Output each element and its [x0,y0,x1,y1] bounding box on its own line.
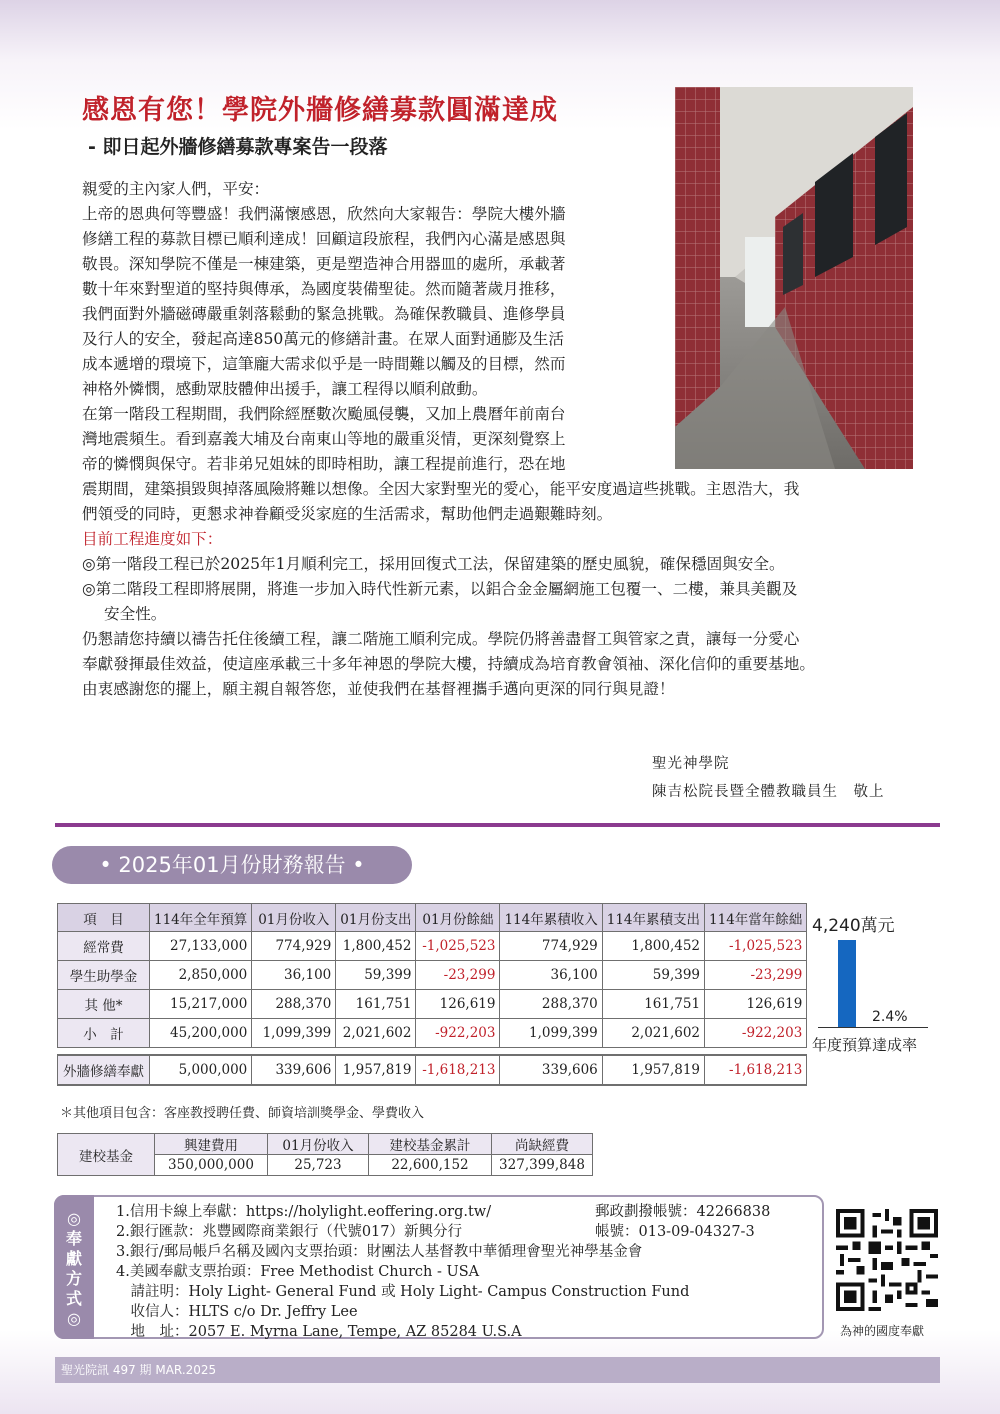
row-label: 學生助學金 [58,961,150,990]
header-cell: 01月份支出 [336,904,416,932]
report-title: • 2025年01月份財務報告 • [52,846,412,884]
table-cell: 59,399 [336,961,416,990]
closing-line: 仍懇請您持續以禱告托住後續工程，讓二階施工順利完成。學院仍將善盡督工與管家之責，讓每一分愛心 [82,630,800,648]
header-cell: 01月份收入 [252,904,336,932]
table-cell: 288,370 [252,990,336,1019]
body-line: 我們面對外牆磁磚嚴重剝落鬆動的緊急挑戰。為確保教職員、進修學員 [82,305,566,323]
signature-people: 陳吉松院長暨全體教職員生 敬上 [652,784,885,800]
body-line: 敬畏。深知學院不僅是一棟建築，更是塑造神合用器皿的處所，承載著 [82,255,566,273]
body-line: 帝的憐憫與保守。若非弟兄姐妹的即時相助，讓工程提前進行，恐在地 [82,455,566,473]
page-footer: 聖光院訊 497 期 MAR.2025 [55,1357,940,1383]
header-cell: 01月份收入 [268,1134,369,1155]
table-row [58,1019,807,1048]
table-cell: 36,100 [252,961,336,990]
header-cell: 建校基金累計 [369,1134,492,1155]
offering-line [116,1222,755,1242]
bar-percent-label: 2.4% [872,1009,908,1025]
row-label: 小 計 [58,1019,150,1048]
table-cell: -1,025,523 [705,932,807,961]
table-cell: 2,021,602 [336,1019,416,1048]
table-cell: 288,370 [500,990,602,1019]
table-cell: -23,299 [705,961,807,990]
table-cell: 126,619 [416,990,500,1019]
table-cell: 1,957,819 [336,1055,416,1085]
table-cell: -1,025,523 [416,932,500,961]
header-cell: 尚缺經費 [492,1134,593,1155]
table-cell: 774,929 [500,932,602,961]
header-cell: 114年累積支出 [602,904,704,932]
article-body [82,177,815,702]
progress-item: ◎第二階段工程即將展開，將進一步加入時代性新元素，以鋁合金金屬網施工包覆一、二樓，兼具美觀及 [82,580,798,598]
header-cell: 01月份餘絀 [416,904,500,932]
body-line: 在第一階段工程期間，我們除經歷數次颱風侵襲，又加上農曆年前南台 [82,405,566,423]
table-cell: 36,100 [500,961,602,990]
body-line: 神格外憐憫，感動眾肢體伸出援手，讓工程得以順利啟動。 [82,380,488,398]
table-cell: 161,751 [602,990,704,1019]
header-cell: 114年當年餘絀 [705,904,807,932]
table-row [58,990,807,1019]
progress-heading: 目前工程進度如下： [82,530,223,548]
finance-table [57,903,807,1086]
wall-fund-row [58,1055,807,1085]
offering-line: 4.美國奉獻支票抬頭：Free Methodist Church - USA [116,1264,480,1280]
table-cell: 15,217,000 [150,990,252,1019]
table-cell: 27,133,000 [150,932,252,961]
closing-line: 由衷感謝您的擺上，願主親自報答您，並使我們在基督裡攜手邁向更深的同行與見證！ [82,680,675,698]
header-cell: 項 目 [58,904,150,932]
body-line: 們領受的同時，更懇求神眷顧受災家庭的生活需求，幫助他們走過艱難時刻。 [82,505,613,523]
qr-code-icon[interactable] [836,1209,938,1311]
table-cell: 2,021,602 [602,1019,704,1048]
body-line: 及行人的安全，發起高達850萬元的修繕計畫。在眾人面對通膨及生活 [82,330,564,348]
table-cell: -23,299 [416,961,500,990]
table-cell: 126,619 [705,990,807,1019]
offering-line [116,1202,771,1222]
table-cell: 5,000,000 [150,1055,252,1085]
header-cell: 114年全年預算 [150,904,252,932]
bar-axis [818,1027,928,1028]
table-note: ＊其他項目包含：客座教授聘任費、師資培訓獎學金、學費收入 [60,1106,425,1121]
section-divider [55,823,940,827]
qr-caption: 為神的國度奉獻 [840,1324,925,1338]
article-title: 感恩有您！學院外牆修繕募款圓滿達成 [82,95,558,126]
bank-account: 帳號：013-09-04327-3 [595,1224,755,1240]
progress-item: ◎第一階段工程已於2025年1月順利完工，採用回復式工法，保留建築的歷史風貌，確保穩固與安全。 [82,555,785,573]
offering-line: 收信人：HLTS c/o Dr. Jeffry Lee [116,1304,358,1320]
table-row [58,932,807,961]
body-line: 灣地震頻生。看到嘉義大埔及台南東山等地的嚴重災情，更深刻覺察上 [82,430,566,448]
table-cell: 59,399 [602,961,704,990]
table-cell: 25,723 [268,1155,369,1176]
table-cell: 2,850,000 [150,961,252,990]
table-cell: 1,800,452 [602,932,704,961]
offering-lines [116,1202,771,1342]
table-cell: 45,200,000 [150,1019,252,1048]
article-subtitle: - 即日起外牆修繕募款專案告一段落 [88,136,388,158]
table-cell: 1,800,452 [336,932,416,961]
body-line: 數十年來對聖道的堅持與傳承，為國度裝備聖徒。然而隨著歲月推移， [82,280,566,298]
row-label: 經常費 [58,932,150,961]
row-label: 其 他* [58,990,150,1019]
fund-label: 建校基金 [58,1134,155,1176]
body-line: 修繕工程的募款目標已順利達成！回顧這段旅程，我們內心滿是感恩與 [82,230,566,248]
table-cell: -1,618,213 [416,1055,500,1085]
table-cell: 350,000,000 [155,1155,268,1176]
bar-caption: 年度預算達成率 [812,1036,918,1054]
row-label: 外牆修繕奉獻 [58,1055,150,1085]
table-cell: -1,618,213 [705,1055,807,1085]
offering-side-label [54,1195,94,1339]
progress-item-cont: 安全性。 [104,605,167,623]
table-cell: 774,929 [252,932,336,961]
offering-line-text[interactable]: 1.信用卡線上奉獻：https://holylight.eoffering.org.tw/ [116,1204,492,1220]
header-cell: 興建費用 [155,1134,268,1155]
offering-line: 地 址：2057 E. Myrna Lane, Tempe, AZ 85284 U.S.A [116,1324,522,1340]
table-cell: 22,600,152 [369,1155,492,1176]
body-line: 上帝的恩典何等豐盛！我們滿懷感恩，欣然向大家報告：學院大樓外牆 [82,205,566,223]
table-cell: 161,751 [336,990,416,1019]
postal-account: 郵政劃撥帳號：42266838 [595,1204,771,1220]
table-cell: 1,099,399 [500,1019,602,1048]
table-cell: 1,099,399 [252,1019,336,1048]
table-cell: -922,203 [705,1019,807,1048]
header-cell: 114年累積收入 [500,904,602,932]
finance-header-row [58,904,807,932]
table-cell: -922,203 [416,1019,500,1048]
building-fund-table [57,1133,593,1176]
table-cell: 339,606 [252,1055,336,1085]
table-row [58,961,807,990]
offering-side-text: ◎奉獻方式◎ [65,1209,82,1328]
offering-line-text: 2.銀行匯款：兆豐國際商業銀行（代號017）新興分行 [116,1224,463,1240]
body-line: 震期間，建築損毀與掉落風險將難以想像。全因大家對聖光的愛心，能平安度過這些挑戰。主恩浩大，我 [82,480,800,498]
table-cell: 327,399,848 [492,1155,593,1176]
table-cell: 339,606 [500,1055,602,1085]
bar-total-label: 4,240萬元 [812,916,895,936]
closing-line: 奉獻發揮最佳效益，使這座承載三十多年神恩的學院大樓，持續成為培育教會領袖、深化信仰的重要基地。 [82,655,815,673]
body-line: 親愛的主內家人們，平安： [82,180,270,198]
table-cell: 1,957,819 [602,1055,704,1085]
offering-line: 3.銀行/郵局帳戶名稱及國內支票抬頭：財團法人基督教中華循理會聖光神學基金會 [116,1244,643,1260]
offering-line: 請註明：Holy Light- General Fund 或 Holy Light- Campus Construction Fund [116,1284,690,1300]
signature-org: 聖光神學院 [652,756,730,772]
body-line: 成本遞增的環境下，這筆龐大需求似乎是一時間難以觸及的目標，然而 [82,355,566,373]
budget-bar [838,940,856,1027]
